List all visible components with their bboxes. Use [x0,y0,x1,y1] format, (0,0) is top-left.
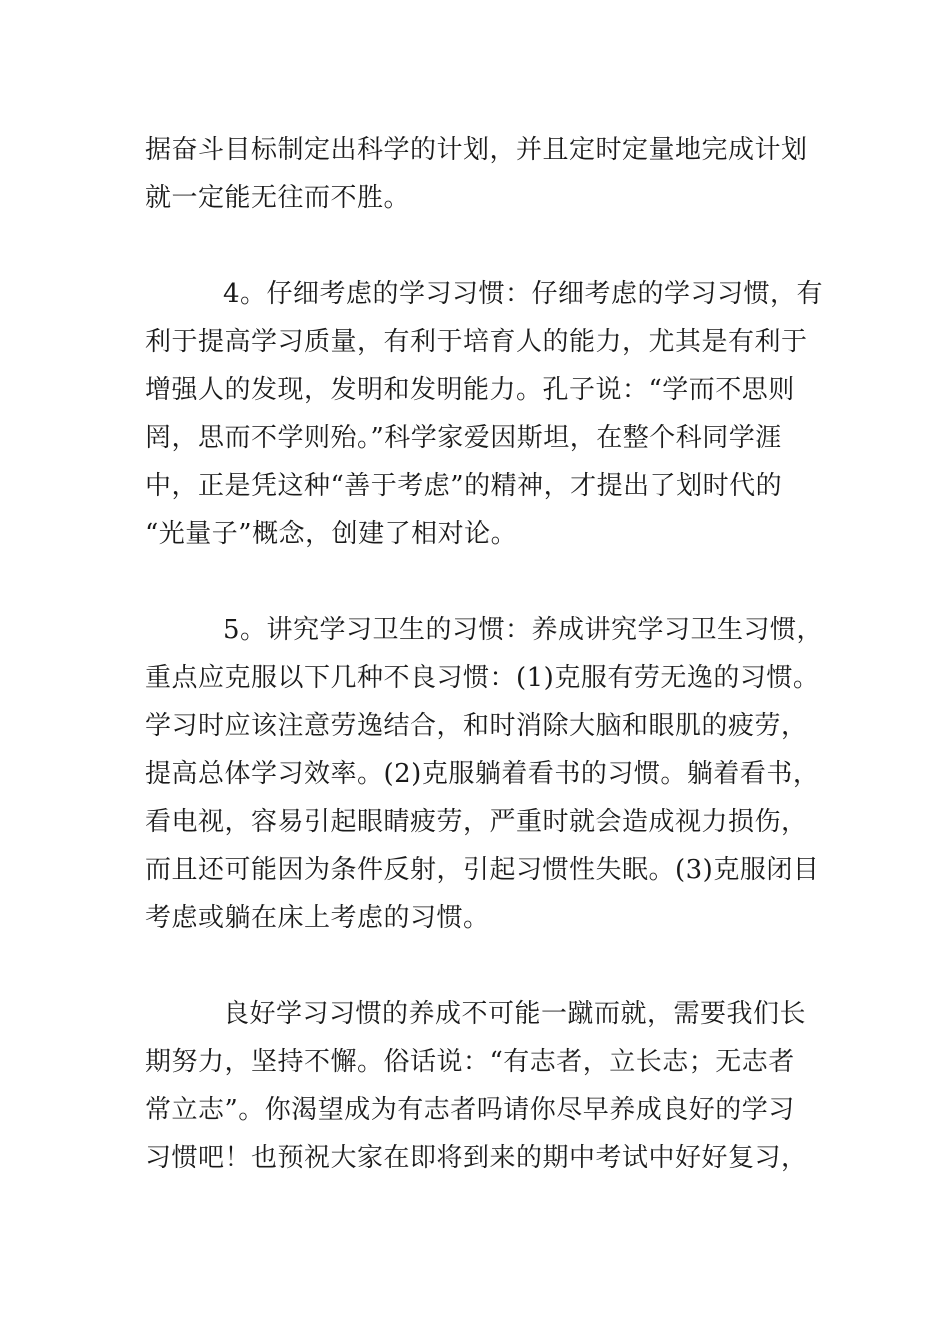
text-line: 罔，思而不学则殆。”科学家爱因斯坦，在整个科同学涯 [145,423,782,453]
document-body [145,126,824,1182]
paragraph-closing-encouragement [145,990,807,1182]
text-line: 常立志”。你渴望成为有志者吗请你尽早养成良好的学习 [145,1095,795,1125]
paragraph-careful-thinking-habit [145,270,824,558]
text-line: 4。仔细考虑的学习习惯：仔细考虑的学习习惯，有 [223,279,824,309]
text-line: 重点应克服以下几种不良习惯：(1)克服有劳无逸的习惯。 [145,663,820,693]
text-line: “光量子”概念，创建了相对论。 [145,519,518,549]
text-line: 提高总体学习效率。(2)克服躺着看书的习惯。躺着看书， [145,759,820,789]
text-line: 而且还可能因为条件反射，引起习惯性失眠。(3)克服闭目 [145,855,820,885]
text-line: 习惯吧！也预祝大家在即将到来的期中考试中好好复习， [145,1143,808,1173]
text-line: 良好学习习惯的养成不可能一蹴而就，需要我们长 [223,999,807,1029]
text-line: 中，正是凭这种“善于考虑”的精神，才提出了划时代的 [145,471,783,501]
text-line: 就一定能无往而不胜。 [145,183,411,213]
text-line: 增强人的发现，发明和发明能力。孔子说：“学而不思则 [145,375,795,405]
text-line: 考虑或躺在床上考虑的习惯。 [145,903,490,933]
text-line: 看电视，容易引起眼睛疲劳，严重时就会造成视力损伤， [145,807,808,837]
text-line: 利于提高学习质量，有利于培育人的能力，尤其是有利于 [145,327,808,357]
paragraph-plan-conclusion [145,126,807,222]
text-line: 学习时应该注意劳逸结合，和时消除大脑和眼肌的疲劳， [145,711,808,741]
text-line: 期努力，坚持不懈。俗话说：“有志者，立长志；无志者 [145,1047,795,1077]
text-line: 据奋斗目标制定出科学的计划，并且定时定量地完成计划 [145,135,808,165]
paragraph-study-hygiene-habit [145,606,824,942]
text-line: 5。讲究学习卫生的习惯：养成讲究学习卫生习惯， [223,615,824,645]
